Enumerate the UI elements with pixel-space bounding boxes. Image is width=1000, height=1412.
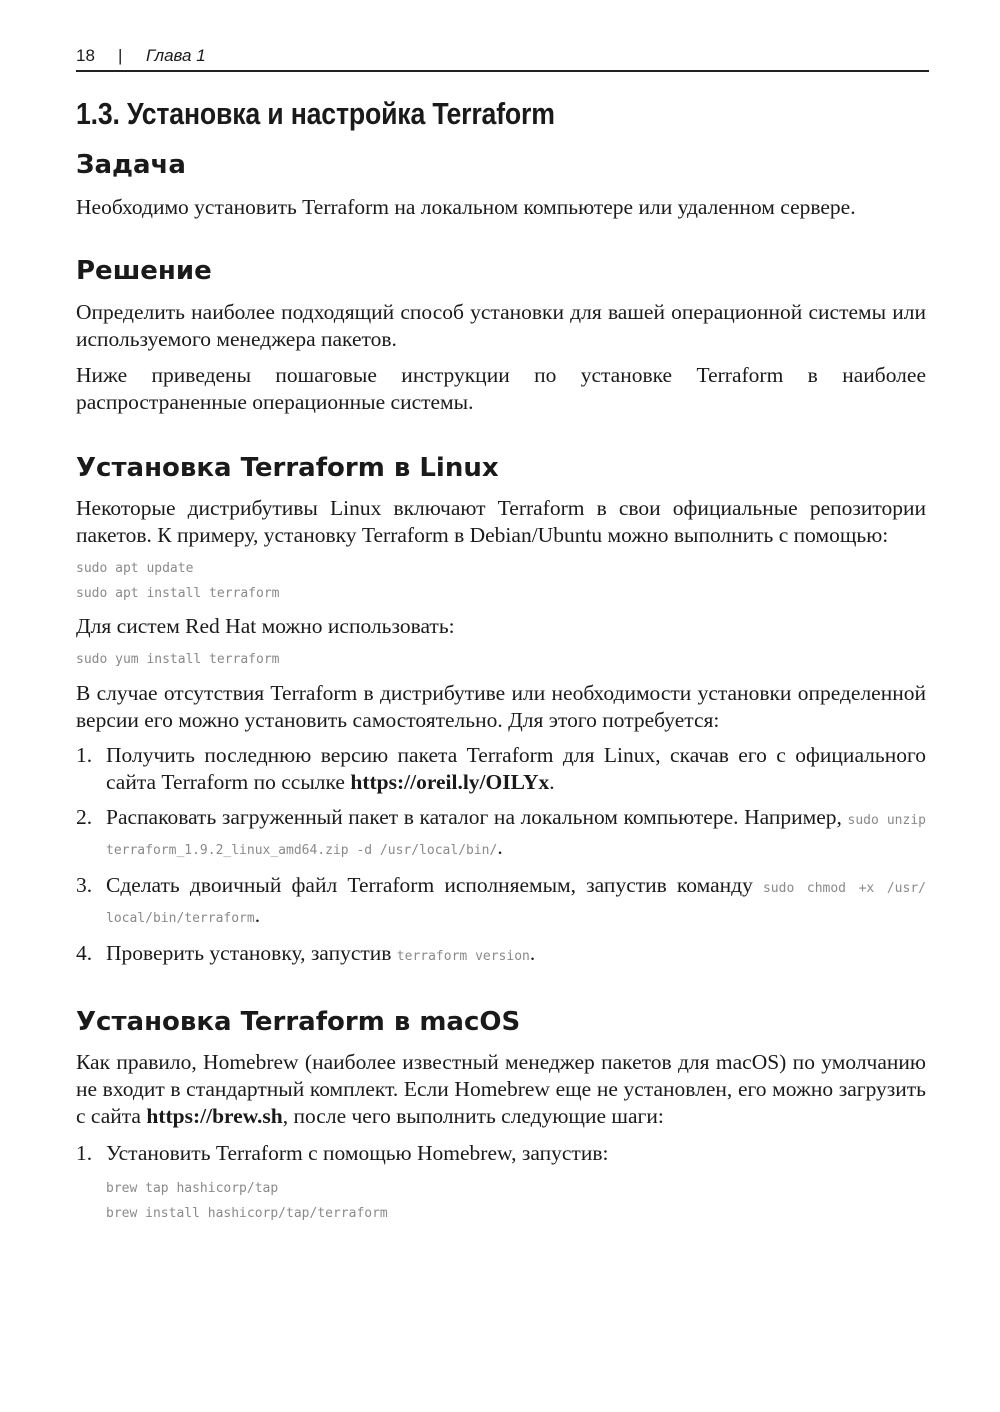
list-item xyxy=(76,742,926,796)
task-text: Необходимо установить Terraform на локальном компьютере или удаленном сервере. xyxy=(76,195,856,219)
section-title: 1.3. Установка и настройка Terraform xyxy=(76,96,555,131)
code-line: sudo apt update xyxy=(76,561,194,576)
list-number: 2. xyxy=(76,805,93,829)
list-number: 4. xyxy=(76,941,93,965)
list-item xyxy=(76,940,926,970)
solution-paragraph-1: Определить наиболее подходящий способ установки для вашей операционной системы или используемого менеджера пакетов. xyxy=(76,300,926,351)
brew-link[interactable]: https://brew.sh xyxy=(146,1104,283,1128)
step-text: Проверить установку, запустив xyxy=(106,941,397,965)
step-text: Установить Terraform с помощью Homebrew, запустив: xyxy=(106,1141,609,1165)
oreilly-link[interactable]: https://oreil.ly/OILYx xyxy=(350,770,550,794)
macos-intro-start: Как правило, Homebrew (наиболее известный менеджер пакетов для macOS) по умолчанию не входит в стандартный комплект. Если Homebrew еще не установлен, его можно загрузить с сайта xyxy=(76,1050,926,1128)
step-text: Сделать двоичный файл Terraform исполняемым, запустив команду xyxy=(106,873,763,897)
inline-code: terraform version xyxy=(396,949,530,964)
step-end: . xyxy=(254,903,261,927)
macos-steps-list xyxy=(76,1140,926,1167)
step-end: . xyxy=(497,835,503,859)
chapter-label: Глава 1 xyxy=(146,46,206,65)
code-block-brew xyxy=(76,1176,926,1226)
inline-code: sudo unzip terraform_1.9.2_linux_amd64.zip -d /usr/local/bin/ xyxy=(106,813,926,858)
code-line: sudo apt install terraform xyxy=(76,586,280,601)
step-end: . xyxy=(529,941,536,965)
code-block-redhat: sudo yum install terraform xyxy=(76,652,280,667)
macos-intro xyxy=(76,1049,926,1130)
manual-install-text: В случае отсутствия Terraform в дистрибутиве или необходимости установки определенной версии его можно установить самостоятельно. Для этого потребуется: xyxy=(76,681,926,732)
step-text: Распаковать загруженный пакет в каталог на локальном компьютере. Например, xyxy=(106,805,848,829)
list-item xyxy=(76,1140,926,1167)
macos-heading: Установка Terraform в macOS xyxy=(76,1007,521,1037)
linux-heading: Установка Terraform в Linux xyxy=(76,453,499,483)
code-line: brew install hashicorp/tap/terraform xyxy=(106,1206,388,1221)
list-number: 1. xyxy=(76,743,93,767)
task-heading: Задача xyxy=(76,150,186,180)
linux-intro: Некоторые дистрибутивы Linux включают Terraform в свои официальные репозитории пакетов. К примеру, установку Terraform в Debian/Ubuntu можно выполнить с помощью: xyxy=(76,496,926,547)
solution-paragraph-2: Ниже приведены пошаговые инструкции по установке Terraform в наиболее распространенные операционные системы. xyxy=(76,363,926,414)
code-line: brew tap hashicorp/tap xyxy=(106,1181,279,1196)
page-number: 18 xyxy=(76,46,95,65)
page-content xyxy=(76,92,926,1226)
linux-steps-list xyxy=(76,742,926,970)
code-block-debian xyxy=(76,556,926,606)
step-end: . xyxy=(549,770,555,794)
inline-code: sudo chmod +x /usr/ local/bin/terraform xyxy=(106,881,926,926)
solution-heading: Решение xyxy=(76,256,212,286)
step-text: Получить последнюю версию пакета Terraform для Linux, скачав его с официального сайта Terraform по ссылке xyxy=(106,743,926,794)
list-number: 1. xyxy=(76,1141,93,1165)
redhat-text: Для систем Red Hat можно использовать: xyxy=(76,614,455,638)
list-number: 3. xyxy=(76,873,93,897)
list-item xyxy=(76,872,926,932)
macos-intro-end: , после чего выполнить следующие шаги: xyxy=(282,1104,664,1128)
list-item xyxy=(76,804,926,864)
running-header xyxy=(76,44,929,72)
header-separator: | xyxy=(118,46,123,65)
